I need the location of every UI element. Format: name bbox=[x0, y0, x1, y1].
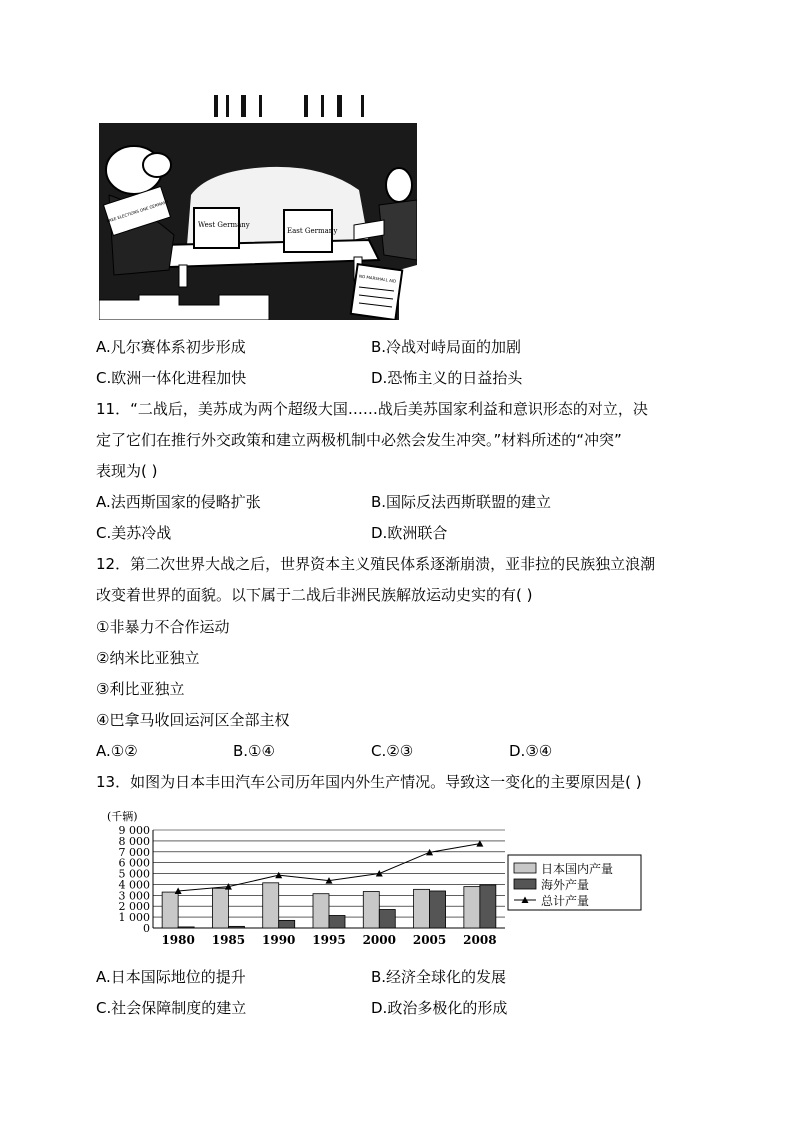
bar-overseas bbox=[279, 920, 295, 928]
bar-domestic bbox=[263, 883, 279, 928]
x-tick-label: 2008 bbox=[463, 933, 497, 947]
q13-option-b[interactable]: B.经济全球化的发展 bbox=[371, 968, 507, 986]
east-germany-box bbox=[284, 210, 337, 252]
q10-option-a[interactable]: A.凡尔赛体系初步形成 bbox=[96, 338, 246, 356]
bar-overseas bbox=[228, 926, 244, 928]
x-tick-label: 2000 bbox=[362, 933, 396, 947]
q11-stem-line3: 表现为( ) bbox=[96, 462, 158, 480]
chart-legend bbox=[508, 855, 641, 910]
q13-option-a[interactable]: A.日本国际地位的提升 bbox=[96, 968, 246, 986]
y-tick-label: 8 000 bbox=[118, 834, 150, 848]
q11-stem-line2: 定了它们在推行外交政策和建立两极机制中必然会发生冲突。”材料所述的“冲突” bbox=[96, 431, 622, 449]
x-tick-label: 1985 bbox=[211, 933, 246, 947]
x-tick-label: 2005 bbox=[412, 933, 447, 947]
bar-overseas bbox=[379, 909, 395, 928]
y-tick-label: 1 000 bbox=[118, 911, 150, 925]
bar-overseas bbox=[430, 891, 446, 928]
q11-option-c[interactable]: C.美苏冷战 bbox=[96, 524, 172, 542]
y-tick-label: 9 000 bbox=[118, 824, 150, 837]
legend-label: 海外产量 bbox=[541, 878, 590, 892]
q12-option-b[interactable]: B.①④ bbox=[233, 742, 275, 760]
q11-option-b[interactable]: B.国际反法西斯联盟的建立 bbox=[371, 493, 552, 511]
q12-option-c[interactable]: C.②③ bbox=[371, 742, 414, 760]
cold-war-cartoon bbox=[99, 95, 417, 320]
y-tick-label: 0 bbox=[143, 922, 150, 935]
q13-stem-line1: 13．如图为日本丰田汽车公司历年国内外生产情况。导致这一变化的主要原因是( ) bbox=[96, 773, 642, 791]
toyota-production-chart bbox=[105, 808, 645, 958]
bar-overseas bbox=[480, 885, 496, 928]
bar-domestic bbox=[162, 892, 178, 928]
bar-overseas bbox=[329, 915, 345, 928]
q12-option-a[interactable]: A.①② bbox=[96, 742, 138, 760]
west-box-label: West Germany bbox=[198, 221, 250, 229]
legend-swatch bbox=[514, 863, 536, 873]
q10-option-c[interactable]: C.欧洲一体化进程加快 bbox=[96, 369, 247, 387]
left-figure bbox=[104, 146, 174, 275]
q11-option-a[interactable]: A.法西斯国家的侵略扩张 bbox=[96, 493, 261, 511]
total-series-line bbox=[178, 844, 480, 891]
east-box-label: East Germany bbox=[287, 227, 338, 235]
q11-option-d[interactable]: D.欧洲联合 bbox=[371, 524, 448, 542]
x-tick-label: 1980 bbox=[161, 933, 195, 947]
chart-unit-label: (千辆) bbox=[107, 810, 138, 823]
q13-option-c[interactable]: C.社会保障制度的建立 bbox=[96, 999, 247, 1017]
y-tick-label: 4 000 bbox=[118, 878, 150, 892]
right-sign-text: NO MARSHALL AID bbox=[358, 273, 397, 284]
y-tick-label: 3 000 bbox=[118, 889, 150, 903]
q13-option-d[interactable]: D.政治多极化的形成 bbox=[371, 999, 508, 1017]
x-tick-label: 1990 bbox=[262, 933, 296, 947]
bar-domestic bbox=[212, 888, 228, 928]
bar-domestic bbox=[464, 887, 480, 928]
legend-label: 总计产量 bbox=[541, 894, 590, 908]
y-tick-label: 6 000 bbox=[118, 856, 150, 870]
q10-option-d[interactable]: D.恐怖主义的日益抬头 bbox=[371, 369, 523, 387]
q12-option-d[interactable]: D.③④ bbox=[509, 742, 553, 760]
legend-swatch bbox=[514, 879, 536, 889]
q10-option-b[interactable]: B.冷战对峙局面的加剧 bbox=[371, 338, 522, 356]
bar-domestic bbox=[414, 889, 430, 928]
q12-stem-line1: 12．第二次世界大战之后，世界资本主义殖民体系逐渐崩溃，亚非拉的民族独立浪潮 bbox=[96, 555, 656, 573]
bar-overseas bbox=[178, 927, 194, 928]
q12-item-1: ①非暴力不合作运动 bbox=[96, 618, 230, 636]
q12-stem-line2: 改变着世界的面貌。以下属于二战后非洲民族解放运动史实的有( ) bbox=[96, 586, 533, 604]
bar-domestic bbox=[313, 894, 329, 928]
y-tick-label: 5 000 bbox=[118, 867, 150, 881]
right-sign bbox=[351, 264, 403, 320]
q12-item-4: ④巴拿马收回运河区全部主权 bbox=[96, 711, 290, 729]
bar-domestic bbox=[363, 892, 379, 928]
q11-stem-line1: 11．“二战后，美苏成为两个超级大国……战后美苏国家利益和意识形态的对立，决 bbox=[96, 400, 648, 418]
total-point bbox=[275, 872, 282, 879]
x-tick-label: 1995 bbox=[312, 933, 346, 947]
q12-item-3: ③利比亚独立 bbox=[96, 680, 185, 698]
left-paper-text: FREE ELECTIONS ONE GERMANY bbox=[105, 198, 170, 224]
y-tick-label: 7 000 bbox=[118, 845, 150, 859]
legend-label: 日本国内产量 bbox=[541, 862, 614, 876]
y-tick-label: 2 000 bbox=[118, 900, 150, 914]
q12-item-2: ②纳米比亚独立 bbox=[96, 649, 200, 667]
